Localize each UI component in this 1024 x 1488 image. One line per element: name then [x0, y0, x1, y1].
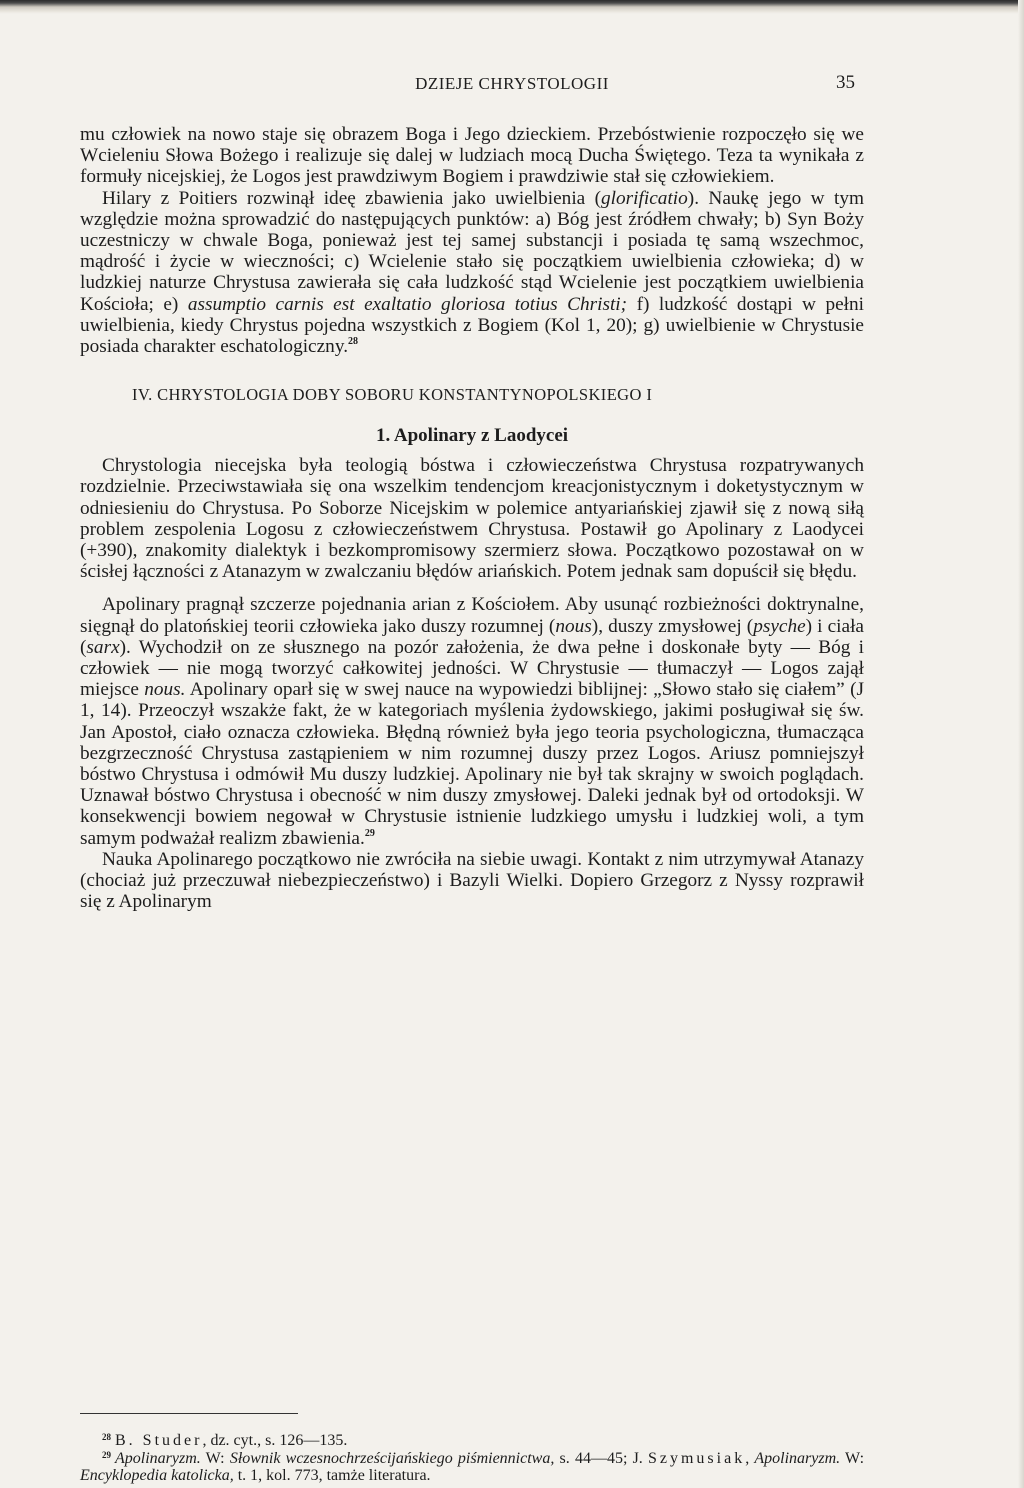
- footnote-29-w-2: W:: [840, 1449, 865, 1467]
- scan-edge-right: [1018, 0, 1024, 1488]
- footnote-29-author: Szymusiak: [647, 1449, 746, 1467]
- paragraph-1: mu człowiek na nowo staje się obrazem Boga i Jego dzieckiem. Przebóstwienie rozpoczęło się we Wcieleniu Słowa Bożego i realizuje się dalej w ludziach mocą Ducha Świętego. Teza ta wynikała z formuły nicejskiej, że Logos jest prawdziwym Bogiem i prawdziwie stał się człowiekiem.: [80, 124, 864, 188]
- paragraph-hilary-text-c: ). Naukę jego w tym względzie można sprowadzić do następujących punktów: a) Bóg jest źródłem chwały; b) Syn Boży uczestniczy w chwale Boga, ponieważ jest tej samej substancji i posiada tę samą wszechmoc, mądrość i życie w wieczności; c) Wcielenie stało się początkiem uwielbienia człowieka; d) w ludzkiej naturze Chrystusa zawierała się cała ludzkość stąd Wcielenie jest początkiem uwielbienia Kościoła; e): [80, 187, 864, 315]
- footnote-rule: [80, 1413, 298, 1414]
- paragraph-hilary-text-e: f) ludzkość dostąpi w pełni uwielbienia, kiedy Chrystus pojedna wszystkich z Bogiem (Kol 1, 20); g) uwielbienie w Chrystusie posiada charakter eschatologiczny.: [80, 293, 865, 358]
- paragraph-apolinary-text-b: ), duszy zmysłowej (: [591, 615, 754, 637]
- footnotes: [80, 1432, 864, 1485]
- paragraph-apolinary: [80, 594, 864, 848]
- footnote-29-work-2: Encyklopedia katolicka,: [80, 1467, 234, 1484]
- footnote-29-comma: ,: [745, 1449, 755, 1467]
- footnote-29-pages: s. 44—45; J.: [554, 1449, 648, 1467]
- footnote-ref-28: 28: [348, 336, 359, 348]
- latin-term-glorificatio: glorificatio: [601, 187, 688, 209]
- footnote-29-end: t. 1, kol. 773, tamże literatura.: [233, 1467, 431, 1484]
- footnote-28-text: , dz. cyt., s. 126—135.: [202, 1432, 348, 1449]
- term-nous-2: nous.: [144, 679, 186, 701]
- paragraph-christology: Chrystologia niecejska była teologią bóstwa i człowieczeństwa Chrystusa rozpatrywanych rozdzielnie. Przeciwstawiała się ona wszelkim tendencjom kreacjonistycznym i doketystycznym w odniesieniu do Chrystusa. Po Soborze Nicejskim w polemice antyariańskiej zjawił się z nową siłą problem zespolenia Logosu z człowieczeństwem Chrystusa. Postawił go Apolinary z Laodycei (+390), znakomity dialektyk i bezkompromisowy szermierz słowa. Początkowo pozostawał on w ścisłej łączności z Atanazym w zwalczaniu błędów ariańskich. Potem jednak sam dopuścił się błędu.: [80, 455, 864, 583]
- paragraph-apolinary-text-a: Apolinary pragnął szczerze pojednania arian z Kościołem. Aby usunąć rozbieżności doktrynalne, sięgnął do platońskiej teorii człowieka jako duszy rozumnej (: [80, 594, 864, 637]
- footnote-29: [80, 1450, 864, 1485]
- chapter-title: IV. CHRYSTOLOGIA DOBY SOBORU KONSTANTYNOPOLSKIEGO I: [132, 385, 653, 405]
- footnote-28-author: B. Studer: [115, 1432, 203, 1449]
- main-text: [80, 124, 864, 913]
- paragraph-hilary-text-a: Hilary z Poitiers rozwinął ideę zbawienia jako uwielbienia (: [102, 187, 602, 209]
- paragraph-apolinary-text-c: ) i ciała (: [80, 615, 864, 658]
- footnote-29-number: 29: [102, 1449, 111, 1460]
- footnote-ref-29: 29: [364, 827, 375, 839]
- footnote-28: [80, 1432, 864, 1450]
- term-psyche: psyche: [753, 615, 806, 637]
- paragraph-apolinary-text-e: Apolinary oparł się w swej nauce na wypowiedzi biblijnej: „Słowo stało się ciałem” (J 1, 14). Przeoczył wszakże fakt, że w kategoriach myślenia żydowskiego, jakimi posługiwał się św. Jan Apostoł, ciało oznacza człowieka. Błędną również była jego teoria psychologiczna, tłumacząca bezgrzeczność Chrystusa zastąpieniem w nim rozumnej duszy przez Logos. Ariusz pomniejszył bóstwo Chrystusa i odmówił Mu duszy ludzkiej. Apolinary nie był tak skrajny w swoich poglądach. Uznawał bóstwo Chrystusa i obecność w nim duszy zmysłowej. Daleki jednak był od ortodoksji. W konsekwencji bowiem negował w Chrystusie istnienie ludzkiego umysłu i ludzkiej woli, a tym samym podważał realizm zbawienia.: [80, 679, 864, 849]
- footnote-29-w: W:: [200, 1449, 230, 1467]
- term-nous: nous: [555, 615, 592, 637]
- footnote-28-number: 28: [102, 1432, 111, 1442]
- term-sarx: sarx: [86, 636, 120, 658]
- footnote-29-title: Apolinaryzm.: [115, 1449, 201, 1467]
- page-number: 35: [836, 72, 855, 93]
- paragraph-hilary: [80, 188, 864, 358]
- latin-quote-assumptio: assumptio carnis est exaltatio gloriosa totius Christi;: [187, 293, 628, 315]
- scan-edge-top: [0, 0, 1024, 14]
- footnote-29-title-2: Apolinaryzm.: [754, 1449, 841, 1467]
- paragraph-reception: Nauka Apolinarego początkowo nie zwróciła na siebie uwagi. Kontakt z nim utrzymywał Atanazy (chociaż już przeczuwał niebezpieczeństwo) i Bazyli Wielki. Dopiero Grzegorz z Nyssy rozprawił się z Apolinarym: [80, 848, 864, 913]
- running-title: DZIEJE CHRYSTOLOGII: [415, 74, 609, 93]
- footnote-29-work: Słownik wczesnochrześcijańskiego piśmiennictwa,: [229, 1449, 555, 1467]
- section-title: 1. Apolinary z Laodycei: [375, 425, 569, 447]
- page-header: [0, 70, 1024, 100]
- paragraph-apolinary-text-d: ). Wychodził on ze słusznego na pozór założenia, że dwa pełne i doskonałe byty — Bóg i człowiek — nie mogą tworzyć całkowitej jedności. W Chrystusie — tłumaczył — Logos zajął miejsce: [80, 636, 864, 701]
